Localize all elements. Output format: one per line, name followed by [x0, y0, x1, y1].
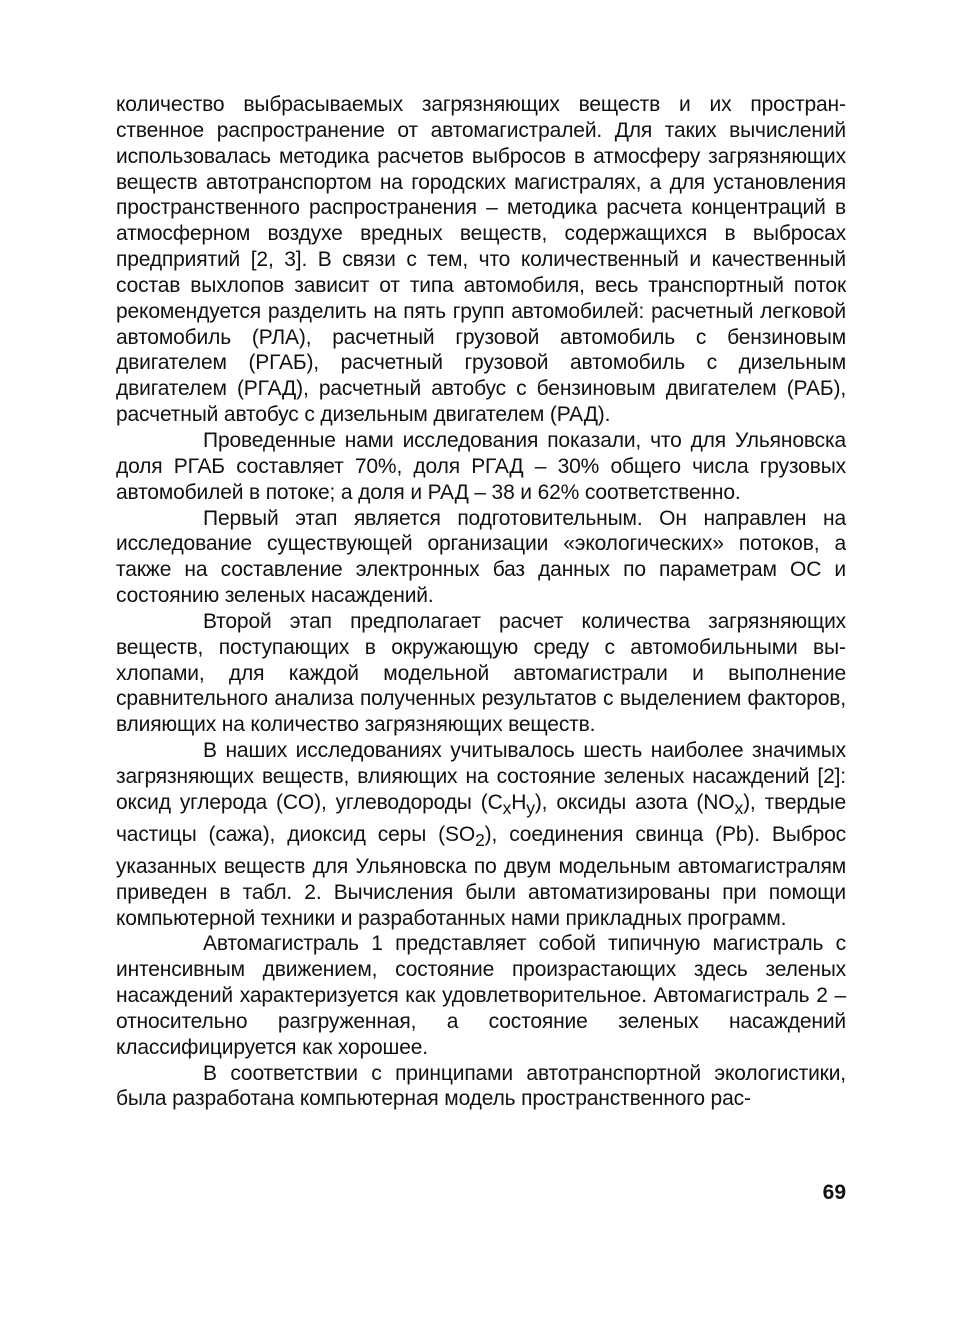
- paragraph-7: В соответствии с принципами автотранспортной экологистики, была разработана компьютерная модель пространственного рас-: [116, 1061, 846, 1111]
- paragraph-5-text-e: ), соединения свинца (Pb). Выброс указанных веществ для Ульяновска по двум модельным автомагистралям приведен в табл. 2. Вычисления были автоматизированы при помощи компьютерной техники и разработанных нами прикладных программ.: [116, 822, 846, 930]
- subscript-2-sulfur-dioxide: 2: [475, 830, 485, 850]
- paragraph-5-text-c: ), оксиды азота (NO: [534, 790, 735, 814]
- paragraph-1: количество выбрасываемых загрязняющих веществ и их пространственное распространение от автомагистралей. Для таких вычислений использовалась методика расчетов выбросов в атмосферу загрязняющих веществ автотранспортом на городских магистралях, а для установления пространственного распространения – методика расчета концентраций в атмосферном воздухе вредных веществ, содержащихся в выбросах предприятий [2, 3]. В связи с тем, что количественный и качественный состав выхлопов зависит от типа автомобиля, весь транспортный поток рекомендуется разделить на пять групп автомобилей: расчетный легковой автомобиль (РЛА), расчетный грузовой автомобиль с бензиновым двигателем (РГАБ), расчетный грузовой автомобиль с дизельным двигателем (РГАД), расчетный автобус с бензиновым двигателем (РАБ), расчетный автобус с дизельным двигателем (РАД).: [116, 93, 846, 427]
- paragraph-5-text-a: В наших исследованиях учитывалось шесть наиболее значимых загрязняющих веществ, влияющих на состояние зеленых насаждений [2]: оксид углерода (CO), углеводороды (C: [116, 739, 846, 814]
- paragraph-5: [116, 738, 846, 931]
- page-body-text: [116, 92, 846, 1112]
- paragraph-5-text-b: H: [511, 790, 527, 814]
- paragraph-3: Первый этап является подготовительным. Он направлен на исследование существующей организации «экологических» потоков, а также на составление электронных баз данных по параметрам ОС и состоянию зеленых насаждений.: [116, 506, 846, 608]
- subscript-y-hydrogen: y: [526, 797, 535, 818]
- subscript-x-carbon: x: [502, 797, 512, 818]
- paragraph-5-text-d: ), твердые частицы (сажа), диоксид серы (SO: [116, 790, 846, 846]
- subscript-x-nitrogen-oxide: x: [734, 797, 744, 818]
- paragraph-6: Автомагистраль 1 представляет собой типичную магистраль с интенсивным движением, состояние произрастающих здесь зеленых насаждений характеризуется как удовлетворительное. Автомагистраль 2 – относительно разгруженная, а состояние зеленых насаждений классифицируется как хорошее.: [116, 932, 846, 1059]
- page-number: 69: [822, 1181, 846, 1204]
- paragraph-4: Второй этап предполагает расчет количества загрязняющих веществ, поступающих в окружающую среду с автомобильными выхлопами, для каждой модельной автомагистрали и выполнение сравнительного анализа полученных результатов с выделением факторов, влияющих на количество загрязняющих веществ.: [116, 609, 846, 737]
- paragraph-2: Проведенные нами исследования показали, что для Ульяновска доля РГАБ составляет 70%, доля РГАД – 30% общего числа грузовых автомобилей в потоке; а доля и РАД – 38 и 62% соответственно.: [116, 428, 846, 504]
